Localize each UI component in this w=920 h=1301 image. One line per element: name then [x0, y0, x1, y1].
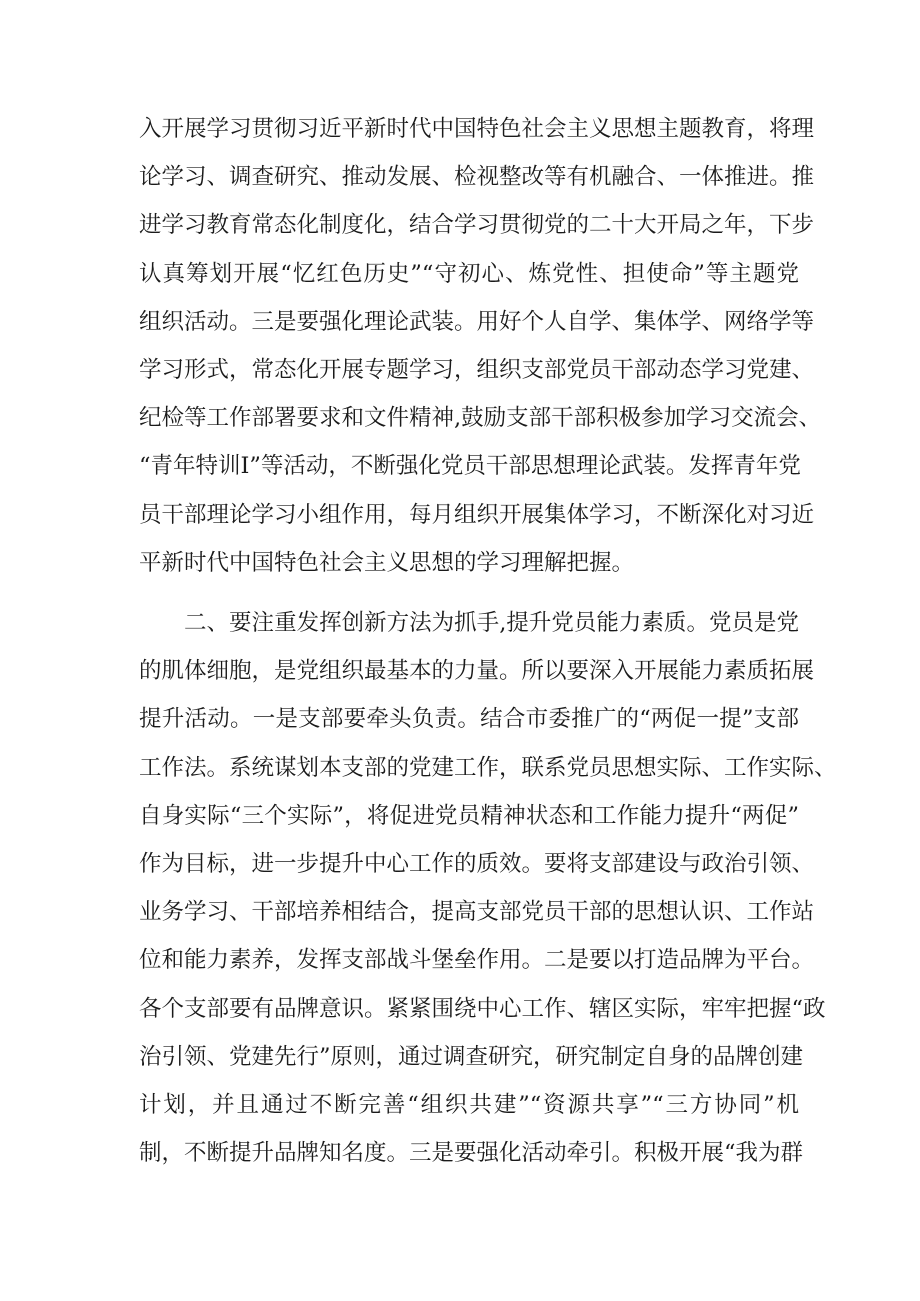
text-line: 各个支部要有品牌意识。紧紧围绕中心工作、辖区实际，牢牢把握“政: [139, 995, 826, 1022]
text-line: 二、要注重发挥创新方法为抓手,提升党员能力素质。党员是党: [139, 610, 799, 636]
text-line: 学习形式，常态化开展专题学习，组织支部党员干部动态学习党建、: [139, 356, 815, 383]
paragraph-1: [139, 116, 822, 600]
text-line: 组织活动。三是要强化理论武装。用好个人自学、集体学、网络学等: [139, 308, 815, 335]
text-line: 入开展学习贯彻习近平新时代中国特色社会主义思想主题教育，将理: [139, 116, 815, 142]
text-line: 工作法。系统谋划本支部的党建工作，联系党员思想实际、工作实际、: [139, 754, 837, 781]
text-line: 治引领、党建先行”原则，通过调查研究，研究制定自身的品牌创建: [139, 1043, 804, 1070]
text-line: 的肌体细胞，是党组织最基本的力量。所以要深入开展能力素质拓展: [139, 658, 815, 685]
text-line: 计划，并且通过不断完善“组织共建”“资源共享”“三方协同”机: [139, 1091, 799, 1118]
text-line: 作为目标，进一步提升中心工作的质效。要将支部建设与政治引领、: [139, 850, 815, 877]
text-line: 提升活动。一是支部要牵头负责。结合市委推广的“两促一提”支部: [139, 706, 799, 733]
text-line: 纪检等工作部署要求和文件精神,鼓励支部干部积极参加学习交流会、: [139, 405, 822, 432]
text-line: 进学习教育常态化制度化，结合学习贯彻党的二十大开局之年，下步: [139, 212, 815, 239]
text-line: 制，不断提升品牌知名度。三是要强化活动牵引。积极开展“我为群: [139, 1140, 804, 1167]
text-line: 认真筹划开展“忆红色历史”“守初心、炼党性、担使命”等主题党: [139, 260, 799, 287]
text-line: “青年特训Ⅰ”等活动，不断强化党员干部思想理论武装。发挥青年党: [139, 453, 801, 480]
text-line: 位和能力素养，发挥支部战斗堡垒作用。二是要以打造品牌为平台。: [139, 947, 815, 974]
text-line: 业务学习、干部培养相结合，提高支部党员干部的思想认识、工作站: [139, 899, 815, 926]
paragraph-2: [139, 610, 837, 1190]
text-line: 论学习、调查研究、推动发展、检视整改等有机融合、一体推进。推: [139, 164, 815, 191]
text-line: 员干部理论学习小组作用，每月组织开展集体学习，不断深化对习近: [139, 501, 815, 528]
text-line: 平新时代中国特色社会主义思想的学习理解把握。: [139, 549, 635, 576]
text-line: 自身实际“三个实际”，将促进党员精神状态和工作能力提升“两促”: [139, 802, 799, 829]
